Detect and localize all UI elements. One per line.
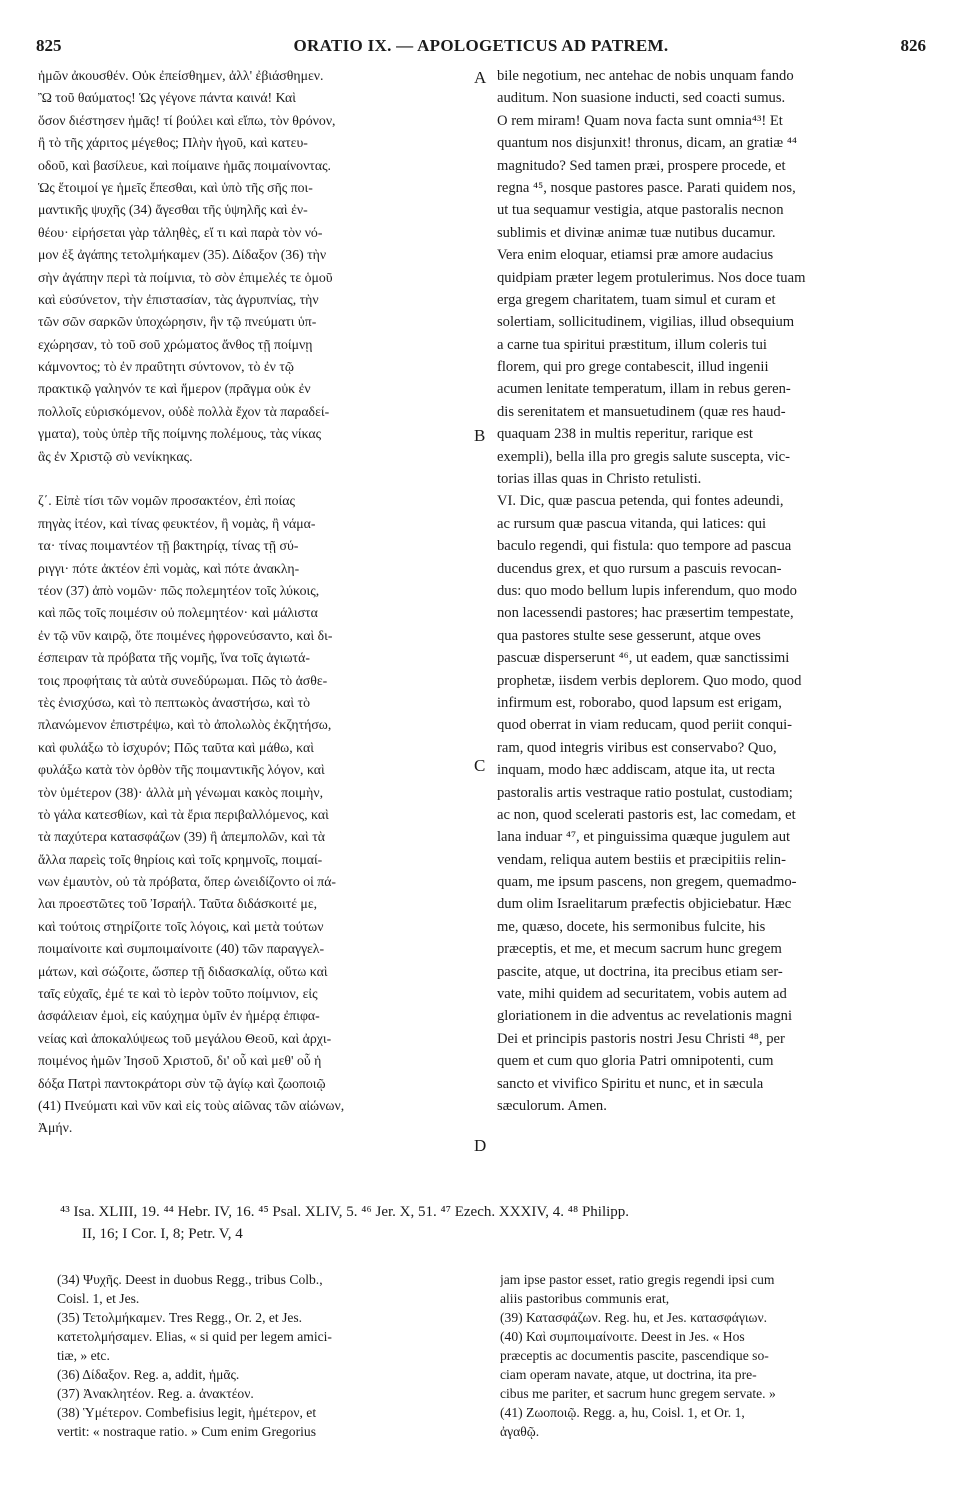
latin-text-line: infirmum est, roborabo, quod lapsum est erigam,	[497, 694, 782, 711]
latin-text-line: inquam, modo hæc addiscam, atque ita, ut recta	[497, 762, 776, 779]
footnote-line: ἀγαθῷ.	[500, 1424, 540, 1439]
greek-text-line: δόξα Πατρὶ παντοκράτορι σὺν τῷ ἁγίῳ καὶ ζωοποιῷ	[38, 1075, 326, 1091]
latin-text-line: baculo regendi, qui fistula: quo tempore ad pascua	[497, 538, 792, 555]
footnote-line: (39) Κατασφάζων. Reg. hu, et Jes. κατασφάγιων.	[500, 1310, 767, 1325]
greek-text-line: καὶ πῶς τοῖς ποιμέσιν οὐ πολεμητέον· καὶ μάλιστα	[38, 605, 318, 621]
footnotes-right-column	[500, 1270, 930, 1441]
footnote-line: (41) Ζωοποιῷ. Regg. a, hu, Coisl. 1, et Or. 1,	[500, 1405, 745, 1420]
greek-text-line: γματα), τοὺς ὑπὲρ τῆς ποίμνης πολέμους, τὰς νίκας	[38, 426, 322, 442]
footnotes-left-column	[57, 1270, 477, 1441]
footnote-line: (35) Τετολμήκαμεν. Tres Regg., Or. 2, et Jes.	[57, 1310, 303, 1325]
greek-text-line: ποιμαίνοιτε καὶ συμποιμαίνοιτε (40) τῶν παραγγελ-	[38, 941, 325, 957]
latin-text-line: præceptis, et me, et mecum sacrum hunc gregem	[497, 941, 782, 958]
latin-text-line: dum olim Israelitarum præfectis objiciebatur. Hæc	[497, 896, 792, 913]
latin-text-column	[497, 65, 925, 1117]
latin-text-line: qua pastores stulte sese gesserunt, atque oves	[497, 627, 761, 644]
footnote-line: (34) Ψυχῆς. Deest in duobus Regg., tribus Colb.,	[57, 1272, 323, 1287]
footnote-line: tiæ, » etc.	[57, 1348, 110, 1363]
latin-text-line: VI. Dic, quæ pascua petenda, qui fontes adeundi,	[497, 493, 784, 510]
latin-text-line: acumen lenitate temperatum, illam in rebus geren-	[497, 381, 791, 398]
scripture-reference-line: ⁴³ Isa. XLIII, 19. ⁴⁴ Hebr. IV, 16. ⁴⁵ Psal. XLIV, 5. ⁴⁶ Jer. X, 51. ⁴⁷ Ezech. XXXIV, 4. ⁴⁸ Philipp.	[60, 1204, 630, 1220]
greek-text-line: φυλάξω κατὰ τὸν ὀρθὸν τῆς ποιμαντικῆς λόγον, καὶ	[38, 762, 325, 778]
latin-text-line: Dei et principis pastoris nostri Jesu Christi ⁴⁸, per	[497, 1030, 785, 1047]
running-title: ORATIO IX. — APOLOGETICUS AD PATREM.	[293, 36, 669, 55]
latin-text-line: dus: quo modo bellum lupis inferendum, quo modo	[497, 582, 797, 599]
latin-text-line: ducendus grex, et quo rursum a pascuis revocan-	[497, 560, 782, 577]
greek-text-line: κάμνοντος; τὸ ἐν πραΰτητι σύντονον, τὸ ἐν τῷ	[38, 359, 294, 375]
greek-text-line: ὅσον διέστησεν ἡμᾶς! τί βούλει καὶ εἴπω, τὸν θρόνον,	[38, 112, 336, 128]
footnote-line: (40) Καὶ συμποιμαίνοιτε. Deest in Jes. « Hos	[500, 1329, 745, 1344]
greek-text-line: τὸν ὑμέτερον (38)· ἀλλὰ μὴ γένωμαι κακὸς ποιμὴν,	[38, 784, 324, 800]
footnote-line: cibus me pariter, et sacrum hunc gregem servate. »	[500, 1386, 776, 1401]
latin-text-line: pascite, atque, ut doctrina, ita precibus etiam ser-	[497, 963, 783, 980]
scripture-reference-line: II, 16; I Cor. I, 8; Petr. V, 4	[82, 1226, 243, 1242]
footnote-line: κατετολμήσαμεν. Elias, « si quid per legem amici-	[57, 1329, 332, 1344]
greek-text-line: πηγὰς ἰτέον, καὶ τίνας φευκτέον, ἢ νομὰς, ἢ νάμα-	[38, 515, 316, 531]
latin-text-line: torias illas quas in Christo retulisti.	[497, 471, 702, 488]
latin-text-line: non lacessendi pastores; hac præsertim tempestate,	[497, 605, 794, 622]
latin-text-line: quam, me ipsum pascens, non gregem, quemadmo-	[497, 874, 797, 891]
latin-text-line: quaquam 238 in multis reperitur, rarique est	[497, 426, 753, 443]
greek-text-line: τὸ γάλα κατεσθίων, καὶ τὰ ἔρια περιβαλλόμενος, καὶ	[38, 806, 329, 822]
greek-text-line: Ὡς ἕτοιμοί γε ἡμεῖς ἕπεσθαι, καὶ ὑπὸ τῆς σῆς ποι-	[38, 179, 313, 195]
latin-text-line: magnitudo? Sed tamen præi, prospere procede, et	[497, 157, 786, 174]
latin-text-line: quod oberrat in viam reducam, quod periit conqui-	[497, 717, 793, 734]
greek-text-line: τὲς ἐνισχύσω, καὶ τὸ πεπτωκὸς ἀναστήσω, καὶ τὸ	[38, 694, 311, 710]
greek-text-line: ἡμῶν ἀκουσθέν. Οὐκ ἐπείσθημεν, ἀλλ' ἐβιάσθημεν.	[38, 68, 324, 83]
greek-text-line: λαι προεστῶτες τοῦ Ἰσραήλ. Ταῦτα διδάσκοιτέ με,	[38, 896, 318, 912]
latin-text-line: regna ⁴⁵, nosque pastores pasce. Parati quidem nos,	[497, 179, 796, 196]
latin-text-line: quantum nos disjunxit! thronus, dicam, an gratiæ ⁴⁴	[497, 135, 797, 152]
margin-marker-a: A	[474, 68, 487, 87]
footnote-line: (37) Ἀνακλητέον. Reg. a. ἀνακτέον.	[57, 1386, 254, 1401]
latin-text-line: vendam, reliqua autem bestiis et præcipitiis relin-	[497, 851, 786, 868]
latin-text-line: sancto et vivifico Spiritu et nunc, et in sæcula	[497, 1075, 764, 1092]
greek-text-line: Ὢ τοῦ θαύματος! Ὡς γέγονε πάντα καινά! Καὶ	[38, 90, 296, 106]
latin-text-line: bile negotium, nec antehac de nobis unquam fando	[497, 68, 794, 84]
latin-text-line: prophetæ, iisdem verbis deplorem. Quo modo, quod	[497, 672, 802, 689]
margin-marker-b: B	[474, 426, 486, 445]
greek-text-line: καὶ φυλάξω τὸ ἰσχυρόν; Πῶς ταῦτα καὶ μάθω, καὶ	[38, 739, 314, 755]
greek-text-line: ἄλλα παρεὶς τοῖς θηρίοις καὶ τοῖς κρημνοῖς, ποιμαί-	[38, 851, 323, 867]
greek-text-line: τὰ παχύτερα κατασφάζων (39) ἢ ἀπεμπολῶν, καὶ τὰ	[38, 829, 325, 845]
greek-text-line	[38, 468, 466, 490]
latin-text-line: quem et cum quo gloria Patri omnipotenti, cum	[497, 1053, 774, 1070]
latin-text-line: a carne tua spiritui præstitum, illum coleris tui	[497, 336, 767, 353]
greek-text-line: τέον (37) ἀπὸ νομῶν· πῶς πολεμητέον τοῖς λύκοις,	[38, 582, 320, 598]
latin-text-line: lana induar ⁴⁷, et pinguissima quæque jugulem aut	[497, 829, 791, 846]
greek-text-line: πολλοῖς εὑρισκόμενον, οὐδὲ πολλὰ ἔχον τὰ παραδεί-	[38, 403, 330, 419]
greek-text-line: καὶ τούτοις στηρίζοιτε τοῖς λόγοις, καὶ μετὰ τούτων	[38, 918, 324, 934]
greek-text-column	[38, 65, 466, 1140]
greek-text-line: ζ΄. Εἰπὲ τίσι τῶν νομῶν προσακτέον, ἐπὶ ποίας	[38, 493, 295, 509]
footnote-line: (38) Ὑμέτερον. Combefisius legit, ἡμέτερον, et	[57, 1405, 317, 1420]
greek-text-line: τῶν σῶν σαρκῶν ὑποχώρησιν, ἣν τῷ πνεύματι ὑπ-	[38, 314, 317, 330]
latin-text-line: ut tua sequamur vestigia, atque pastoralis necnon	[497, 202, 784, 219]
greek-text-line: ριγγι· πότε ἀκτέον ἐπὶ νομὰς, καὶ πότε ἀνακλη-	[38, 560, 300, 576]
greek-text-line: ἀσφάλειαν ἐμοὶ, εἰς καύχημα ὑμῖν ἐν ἡμέρᾳ ἐπιφα-	[38, 1008, 320, 1024]
latin-text-line: pascuæ disperserunt ⁴⁶, ut eadem, quæ sanctissimi	[497, 650, 790, 667]
greek-text-line: τα· τίνας ποιμαντέον τῇ βακτηρίᾳ, τίνας τῇ σύ-	[38, 538, 299, 554]
greek-text-line: τοις προφήταις τὰ αὐτὰ συνεδύρωμαι. Πῶς τὸ ἀσθε-	[38, 672, 328, 688]
latin-text-line: quidpiam præter legem protulerimus. Nos doce tuam	[497, 269, 806, 286]
greek-text-line: μαντικῆς ψυχῆς (34) ἄγεσθαι τῆς ὑψηλῆς καὶ ἐν-	[38, 202, 308, 218]
latin-text-line: florem, qui pro grege contabescit, illud ingenii	[497, 359, 769, 376]
latin-text-line: solertiam, sollicitudinem, vigilias, illud obsequium	[497, 314, 795, 331]
footnote-line: (36) Δίδαξον. Reg. a, addit, ἡμᾶς.	[57, 1367, 240, 1382]
greek-text-line: σὴν ἀγάπην περὶ τὰ ποίμνια, τὸ σὸν ἐπιμελές τε ὁμοῦ	[38, 269, 333, 285]
latin-text-line: sæculorum. Amen.	[497, 1097, 607, 1114]
greek-text-line: ἐν τῷ νῦν καιρῷ, ὅτε ποιμένες ἠφρονεύσαντο, καὶ δι-	[38, 627, 333, 643]
greek-text-line: νων ἐμαυτὸν, οὐ τὰ πρόβατα, ὅπερ ὠνειδίζοντο οἱ πά-	[38, 874, 337, 890]
margin-marker-d: D	[474, 1136, 487, 1155]
margin-marker-c: C	[474, 756, 486, 775]
latin-text-line: gloriationem in die adventus ac revelationis magni	[497, 1008, 793, 1025]
latin-text-line: ac non, quod scelerati pastoris est, lac comedam, et	[497, 806, 796, 823]
greek-text-line: έσπειραν τὰ πρόβατα τῆς νομῆς, ἵνα τοῖς ἁγιωτά-	[38, 650, 310, 666]
page-number-right: 826	[900, 36, 926, 55]
footnote-line: aliis pastoribus communis erat,	[500, 1291, 670, 1306]
greek-text-line: θέου· εἰρήσεται γὰρ τἀληθὲς, εἴ τι καὶ παρὰ τὸν νό-	[38, 224, 323, 240]
latin-text-line: me, quæso, docete, his sermonibus fulcite, his	[497, 918, 766, 935]
greek-text-line: ποιμένος ἡμῶν Ἰησοῦ Χριστοῦ, δι' οὗ καὶ μεθ' οὗ ἡ	[38, 1053, 322, 1069]
running-head	[36, 36, 926, 60]
footnote-line: Coisl. 1, et Jes.	[57, 1291, 140, 1306]
footnote-line: præceptis ac documentis pascite, pascendique so-	[500, 1348, 769, 1363]
latin-text-line: O rem miram! Quam nova facta sunt omnia⁴³! Et	[497, 112, 783, 129]
latin-text-line: ram, quod integris viribus est conservabo? Quo,	[497, 739, 777, 756]
latin-text-line: erga gregem charitatem, tuam simul et curam et	[497, 291, 776, 308]
latin-text-line: ac rursum quæ pascua vitanda, qui latices: qui	[497, 515, 767, 532]
latin-text-line: auditum. Non suasione inducti, sed coacti sumus.	[497, 90, 786, 107]
greek-text-line: οδοῦ, καὶ βασίλευε, καὶ ποίμαινε ἡμᾶς ποιμαίνοντας.	[38, 157, 331, 173]
latin-text-line: exempli), bella illa pro gregis salute suscepta, vic-	[497, 448, 790, 465]
greek-text-line: εχώρησαν, τὸ τοῦ σοῦ χρώματος ἄνθος τῇ ποίμνῃ	[38, 336, 313, 352]
greek-text-line: ἢ τὸ τῆς χάριτος μέγεθος; Πλὴν ἡγοῦ, καὶ κατευ-	[38, 135, 308, 151]
latin-text-line: pastoralis artis vestraque ratio postulat, custodiam;	[497, 784, 793, 801]
latin-text-line: vate, mihi quidem ad securitatem, vobis autem ad	[497, 986, 787, 1003]
greek-text-line: Ἀμήν.	[38, 1120, 73, 1136]
greek-text-line: (41) Πνεύματι καὶ νῦν καὶ εἰς τοὺς αἰῶνας τῶν αἰώνων,	[38, 1097, 345, 1113]
latin-text-line: Vera enim eloquar, etiamsi præ amore audacius	[497, 247, 774, 264]
latin-text-line: sublimis et divinæ animæ tuæ nutibus ducamur.	[497, 224, 776, 241]
greek-text-line: μον ἐξ ἀγάπης τετολμήκαμεν (35). Δίδαξον (36) τὴν	[38, 247, 327, 263]
greek-text-line: ταῖς εὐχαῖς, ἐμέ τε καὶ τὸ ἱερὸν τοῦτο ποίμνιον, εἰς	[38, 986, 318, 1002]
page-number-left: 825	[36, 36, 62, 55]
scripture-references	[60, 1201, 930, 1245]
footnote-line: vertit: « nostraque ratio. » Cum enim Gregorius	[57, 1424, 316, 1439]
greek-text-line: πρακτικῷ γαληνόν τε καὶ ἥμερον (πρᾶγμα οὐκ ἐν	[38, 381, 311, 397]
greek-text-line: μάτων, καὶ σώζοιτε, ὥσπερ τῇ διδασκαλίᾳ, οὕτω καὶ	[38, 963, 328, 979]
footnote-line: jam ipse pastor esset, ratio gregis regendi ipsi cum	[500, 1272, 775, 1287]
greek-text-line: νείας καὶ ἀποκαλύψεως τοῦ μεγάλου Θεοῦ, καὶ ἀρχι-	[38, 1030, 332, 1046]
greek-text-line: πλανώμενον ἐπιστρέψω, καὶ τὸ ἀπολωλὸς ἐκζητήσω,	[38, 717, 332, 733]
latin-text-line: dis serenitatem et mansuetudinem (quæ res haud-	[497, 403, 786, 420]
greek-text-line: καὶ εὐσύνετον, τὴν ἐπιστασίαν, τὰς ἀγρυπνίας, τὴν	[38, 291, 319, 307]
footnote-line: ciam operam navate, atque, ut doctrina, ita pre-	[500, 1367, 757, 1382]
greek-text-line: ἃς ἐν Χριστῷ σὺ νενίκηκας.	[38, 448, 193, 464]
